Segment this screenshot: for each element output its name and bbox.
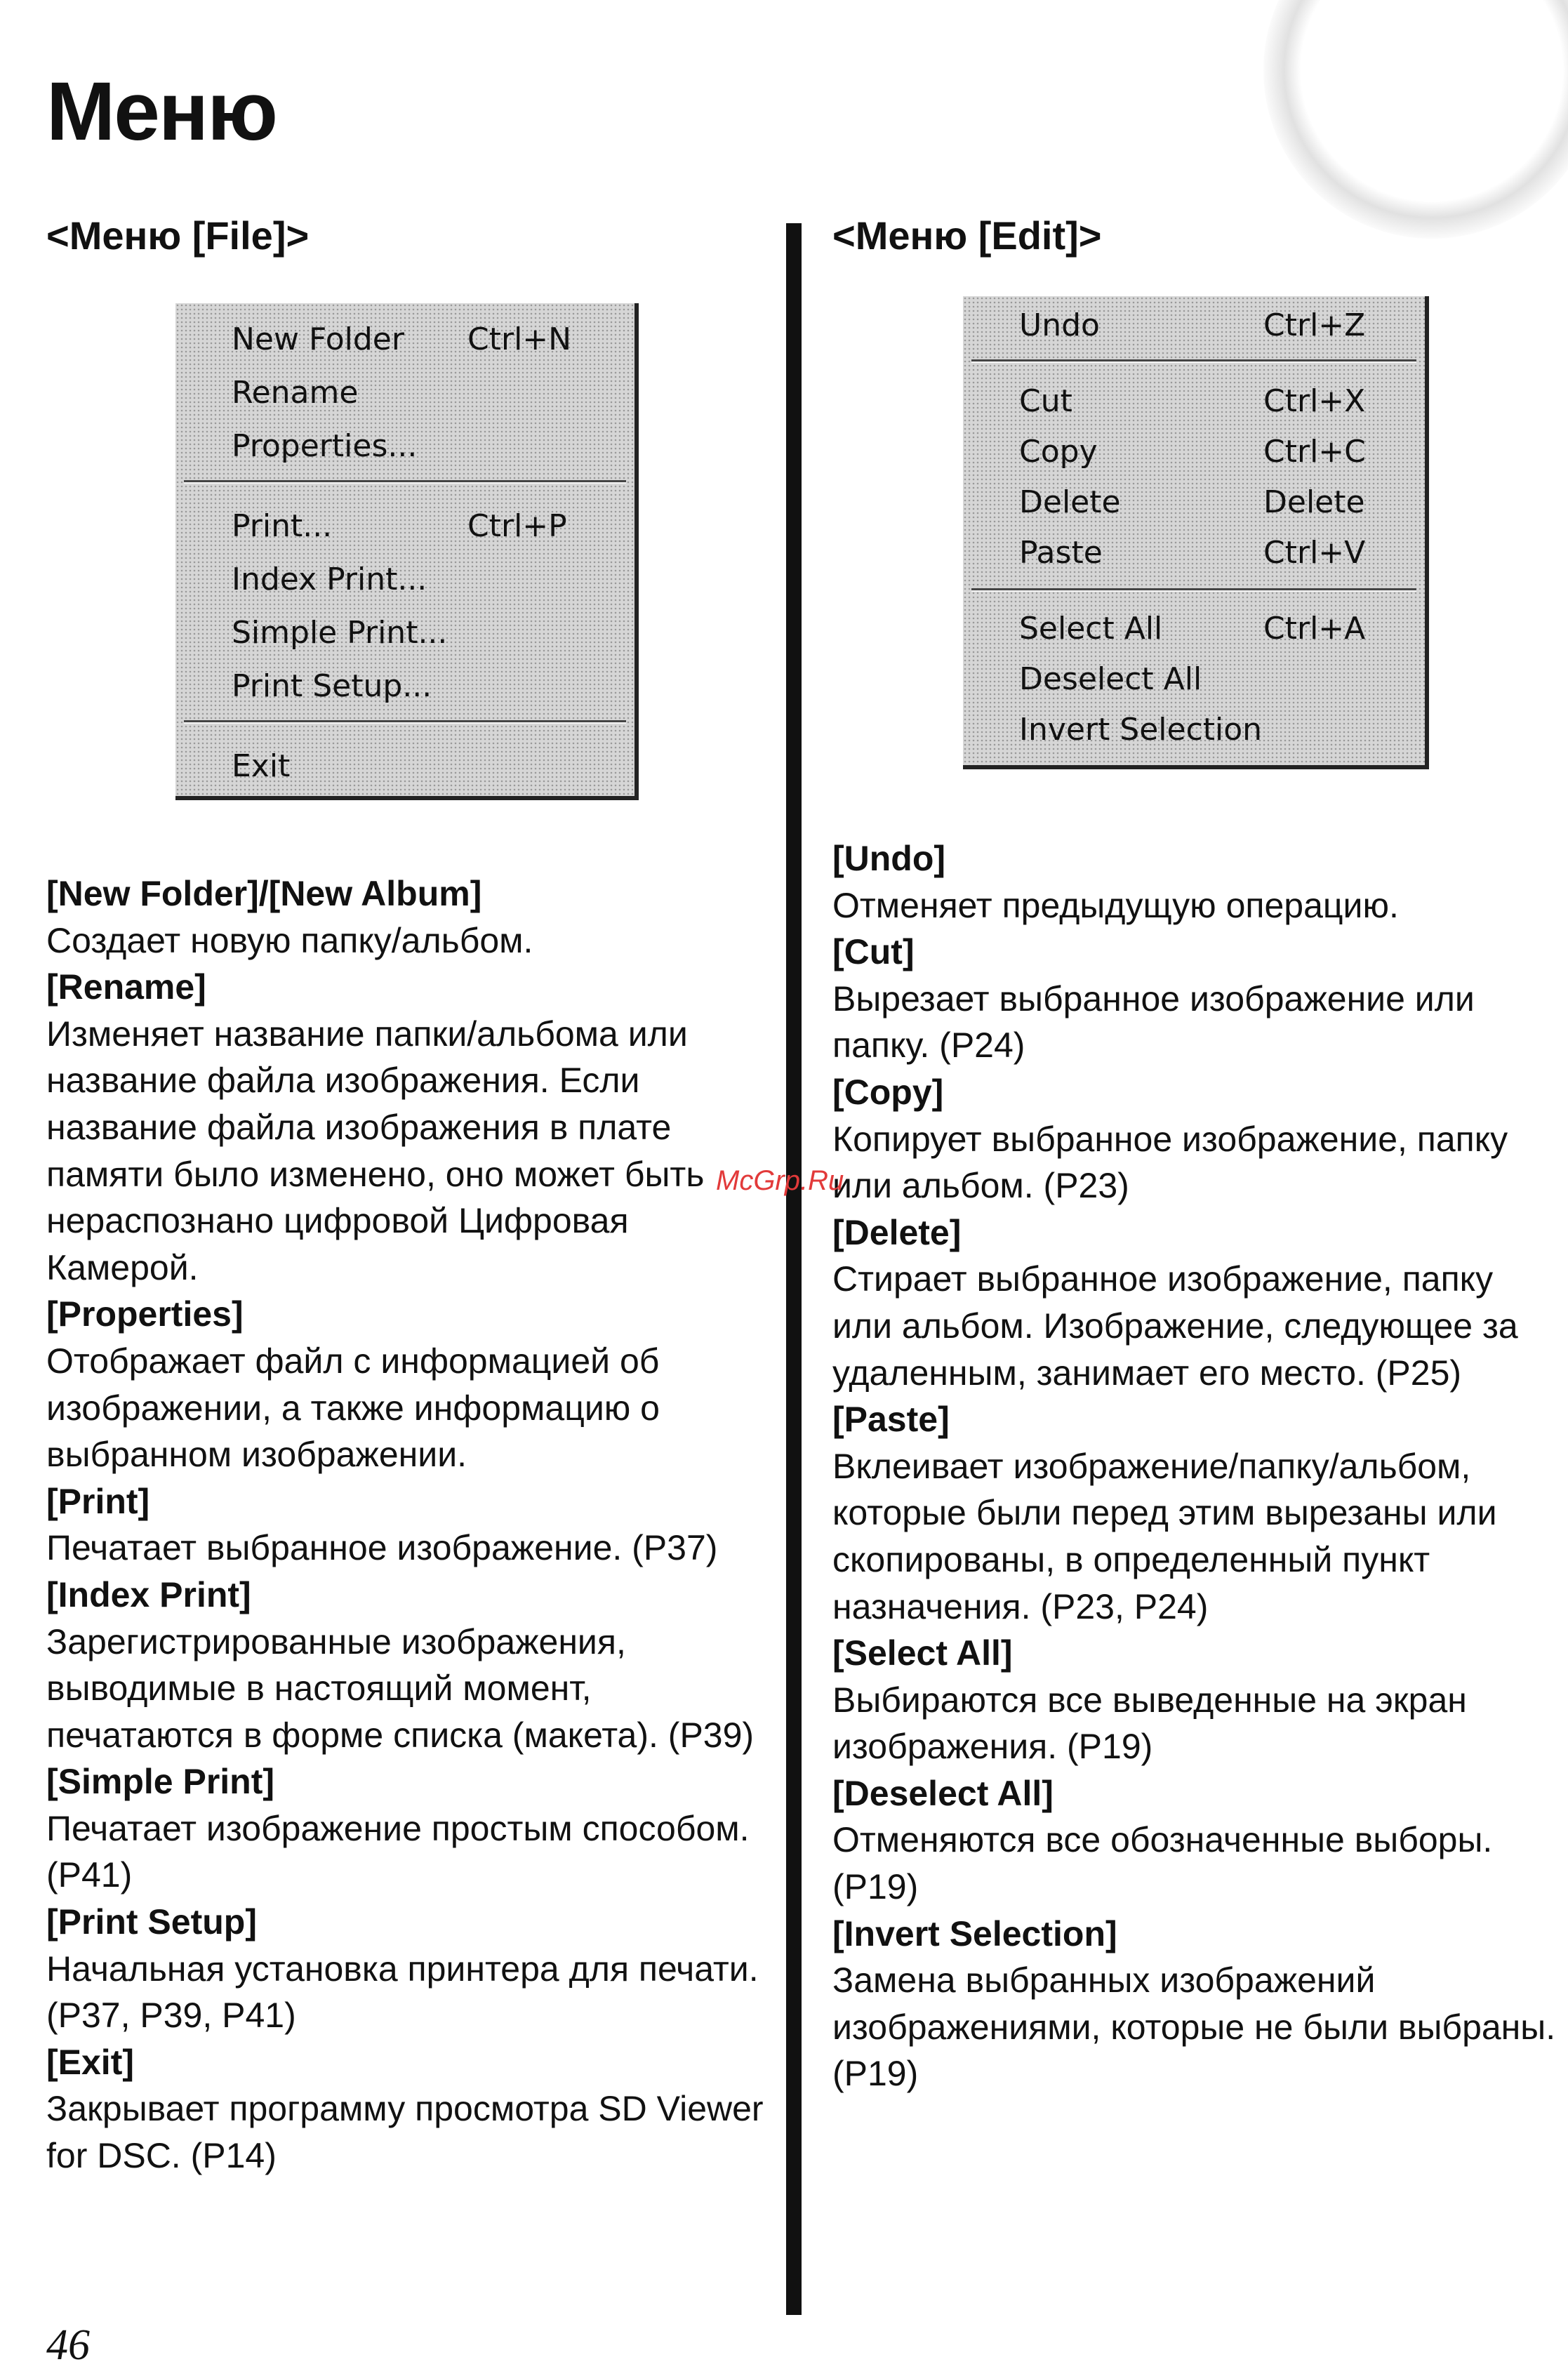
description-exit: Закрывает программу просмотра SD Viewer for DSC. (P14) — [46, 2089, 764, 2176]
file-menu-item-exit[interactable] — [175, 740, 634, 793]
menu-item-shortcut: Ctrl+C — [1263, 434, 1366, 470]
term-exit: [Exit] — [46, 2042, 134, 2082]
menu-item-shortcut: Ctrl+X — [1263, 383, 1366, 419]
description-new-folder: Создает новую папку/альбом. — [46, 920, 533, 960]
menu-item-label: Print Setup... — [232, 668, 432, 704]
menu-separator — [971, 588, 1416, 592]
menu-item-shortcut: Ctrl+V — [1263, 535, 1366, 571]
edit-menu-item-delete[interactable] — [963, 476, 1425, 529]
term-index-print: [Index Print] — [46, 1574, 251, 1614]
description-rename: Изменяет название папки/альбома или название файла изображения. Если название файла изображения в плате памяти было изменено, оно может быть нераспознано цифровой Цифровая Камерой. — [46, 1014, 705, 1287]
description-copy: Копирует выбранное изображение, папку или альбом. (P23) — [832, 1119, 1508, 1206]
file-menu-item-new-folder[interactable] — [175, 313, 634, 366]
file-menu-item-print-setup[interactable] — [175, 660, 634, 713]
description-delete: Стирает выбранное изображение, папку или альбом. Изображение, следующее за удаленным, занимает его место. (P25) — [832, 1259, 1518, 1393]
term-paste: [Paste] — [832, 1400, 950, 1440]
edit-menu-descriptions — [832, 835, 1562, 2097]
description-print-setup: Начальная установка принтера для печати. (P37, P39, P41) — [46, 1949, 759, 2036]
menu-item-label: Index Print... — [232, 562, 427, 597]
menu-item-label: Undo — [1019, 307, 1100, 343]
file-menu-descriptions — [46, 870, 776, 2179]
menu-item-label: Cut — [1019, 383, 1072, 419]
file-menu-item-properties[interactable] — [175, 420, 634, 473]
description-select-all: Выбираются все выведенные на экран изображения. (P19) — [832, 1680, 1467, 1767]
description-properties: Отображает файл с информацией об изображении, а также информацию о выбранном изображении. — [46, 1341, 660, 1475]
edit-menu-item-invert-selection[interactable] — [963, 703, 1425, 757]
term-invert-selection: [Invert Selection] — [832, 1913, 1117, 1953]
page-number: 46 — [46, 2321, 90, 2369]
menu-separator — [971, 359, 1416, 363]
menu-item-shortcut: Ctrl+P — [467, 508, 567, 544]
term-copy: [Copy] — [832, 1072, 944, 1112]
corner-decoration — [1263, 0, 1568, 239]
file-menu-heading: <Меню [File]> — [46, 213, 310, 258]
menu-item-label: Deselect All — [1019, 661, 1202, 697]
edit-menu-item-select-all[interactable] — [963, 602, 1425, 656]
term-properties: [Properties] — [46, 1294, 244, 1334]
term-undo: [Undo] — [832, 839, 946, 878]
term-deselect-all: [Deselect All] — [832, 1773, 1054, 1813]
menu-item-label: Exit — [232, 748, 291, 784]
menu-separator — [184, 480, 626, 484]
file-menu-item-rename[interactable] — [175, 366, 634, 420]
menu-item-label: Simple Print... — [232, 615, 448, 651]
edit-menu-item-cut[interactable] — [963, 375, 1425, 428]
menu-item-label: New Folder — [232, 321, 404, 357]
term-select-all: [Select All] — [832, 1633, 1013, 1673]
edit-menu-heading: <Меню [Edit]> — [832, 213, 1102, 258]
description-invert-selection: Замена выбранных изображений изображениями, которые не были выбраны. (P19) — [832, 1960, 1556, 2094]
term-delete: [Delete] — [832, 1212, 962, 1252]
term-rename: [Rename] — [46, 967, 206, 1007]
page-title: Меню — [46, 65, 277, 158]
watermark: McGrp.Ru — [716, 1165, 844, 1196]
description-index-print: Зарегистрированные изображения, выводимые в настоящий момент, печатаются в форме списка (макета). (P39) — [46, 1621, 755, 1755]
description-deselect-all: Отменяются все обозначенные выборы. (P19) — [832, 1820, 1493, 1907]
term-print: [Print] — [46, 1481, 150, 1521]
term-cut: [Cut] — [832, 932, 915, 972]
menu-item-label: Properties... — [232, 428, 418, 464]
edit-menu-item-copy[interactable] — [963, 425, 1425, 479]
description-paste: Вклеивает изображение/папку/альбом, которые были перед этим вырезаны или скопированы, в определенный пункт назначения. (P23, P24) — [832, 1446, 1497, 1626]
menu-item-shortcut: Ctrl+A — [1263, 611, 1366, 646]
menu-item-shortcut: Ctrl+N — [467, 321, 572, 357]
menu-item-label: Delete — [1019, 484, 1121, 520]
menu-item-label: Rename — [232, 375, 359, 411]
file-menu-item-index-print[interactable] — [175, 553, 634, 606]
edit-menu-item-paste[interactable] — [963, 526, 1425, 580]
description-undo: Отменяет предыдущую операцию. — [832, 885, 1399, 925]
menu-separator — [184, 720, 626, 724]
term-new-folder: [New Folder]/[New Album] — [46, 874, 482, 913]
term-simple-print: [Simple Print] — [46, 1762, 275, 1802]
description-cut: Вырезает выбранное изображение или папку. (P24) — [832, 978, 1475, 1066]
edit-menu-item-deselect-all[interactable] — [963, 653, 1425, 706]
file-menu-screenshot — [175, 303, 639, 800]
description-print: Печатает выбранное изображение. (P37) — [46, 1528, 718, 1568]
file-menu-item-print[interactable] — [175, 500, 634, 553]
column-divider — [786, 223, 802, 2315]
edit-menu-screenshot — [963, 296, 1429, 769]
menu-item-shortcut: Ctrl+Z — [1263, 307, 1366, 343]
description-simple-print: Печатает изображение простым способом. (P41) — [46, 1808, 750, 1895]
menu-item-shortcut: Delete — [1263, 484, 1365, 520]
menu-item-label: Select All — [1019, 611, 1163, 646]
file-menu-item-simple-print[interactable] — [175, 606, 634, 660]
menu-item-label: Invert Selection — [1019, 712, 1263, 748]
edit-menu-item-undo[interactable] — [963, 299, 1425, 352]
term-print-setup: [Print Setup] — [46, 1902, 257, 1942]
menu-item-label: Copy — [1019, 434, 1098, 470]
menu-item-label: Paste — [1019, 535, 1103, 571]
menu-item-label: Print... — [232, 508, 333, 544]
